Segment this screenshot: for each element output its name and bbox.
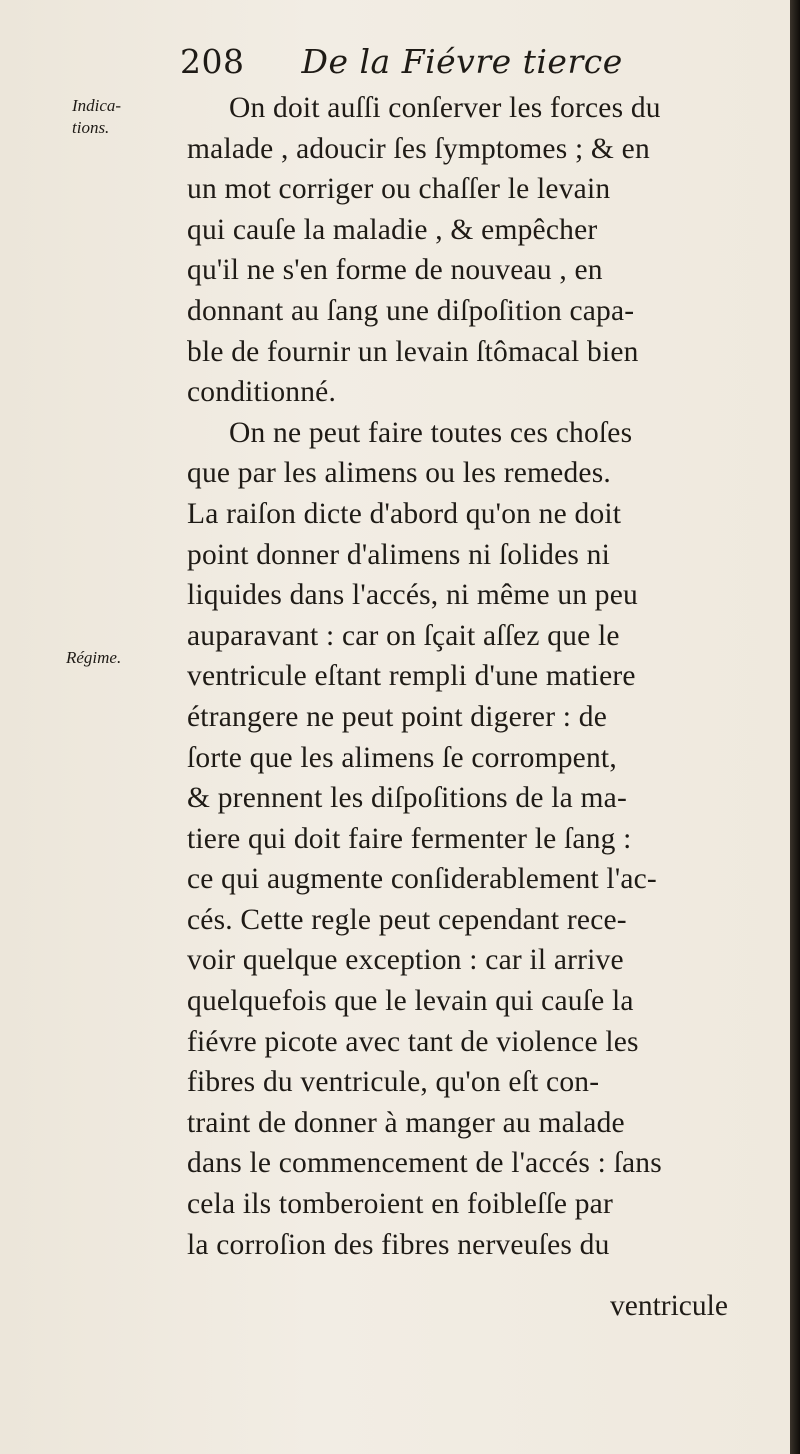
text-line: qui cauſe la maladie , & empêcher (187, 213, 598, 246)
body-text (187, 88, 767, 1265)
text-line: malade , adoucir ſes ſymptomes ; & en (187, 132, 650, 165)
text-line: ſorte que les alimens ſe corrompent, (187, 741, 617, 774)
page-number: 208 (180, 42, 245, 81)
text-line: conditionné. (187, 376, 337, 409)
text-line: point donner d'alimens ni ſolides ni (187, 538, 611, 571)
text-line: cela ils tomberoient en foibleſſe par (187, 1188, 613, 1221)
text-line: tiere qui doit faire fermenter le ſang : (187, 822, 632, 855)
page-edge-shadow (790, 0, 800, 1454)
text-line: On ne peut faire toutes ces choſes (229, 416, 633, 449)
text-line: voir quelque exception : car il arrive (187, 944, 624, 977)
text-line: fiévre picote avec tant de violence les (187, 1025, 639, 1058)
text-line: fibres du ventricule, qu'on eſt con- (187, 1066, 600, 1099)
text-line: liquides dans l'accés, ni même un peu (187, 579, 638, 612)
text-line: la corroſion des fibres nerveuſes du (187, 1228, 610, 1261)
text-line: & prennent les diſpoſitions de la ma- (187, 782, 627, 815)
text-line: On doit auſſi conſerver les forces du (229, 92, 661, 124)
margin-note-regime: Régime. (66, 648, 122, 667)
margin-note-indications-line-1: Indica- (72, 96, 122, 115)
text-line: La raiſon dicte d'abord qu'on ne doit (187, 497, 622, 530)
text-line: qu'il ne s'en forme de nouveau , en (187, 254, 603, 287)
text-line: donnant au ſang une diſpoſition capa- (187, 294, 635, 327)
text-line: ventricule eſtant rempli d'une matiere (187, 660, 636, 693)
text-line: dans le commencement de l'accés : ſans (187, 1147, 662, 1180)
margin-note-indications-line-2: tions. (72, 118, 110, 137)
text-line: ce qui augmente conſiderablement l'ac- (187, 863, 657, 896)
running-header (180, 42, 623, 81)
text-line: que par les alimens ou les remedes. (187, 457, 611, 490)
text-line: auparavant : car on ſçait aſſez que le (187, 619, 620, 652)
text-line: cés. Cette regle peut cependant rece- (187, 903, 627, 936)
running-title: De la Fiévre tierce (301, 42, 623, 81)
text-line: quelquefois que le levain qui cauſe la (187, 985, 634, 1018)
text-line: un mot corriger ou chaſſer le levain (187, 173, 611, 206)
text-line: traint de donner à manger au malade (187, 1106, 625, 1139)
catchword: ventricule (610, 1290, 728, 1322)
text-line: étrangere ne peut point digerer : de (187, 700, 608, 733)
margin-note-indications (72, 95, 121, 139)
text-line: ble de fournir un levain ſtômacal bien (187, 335, 639, 368)
